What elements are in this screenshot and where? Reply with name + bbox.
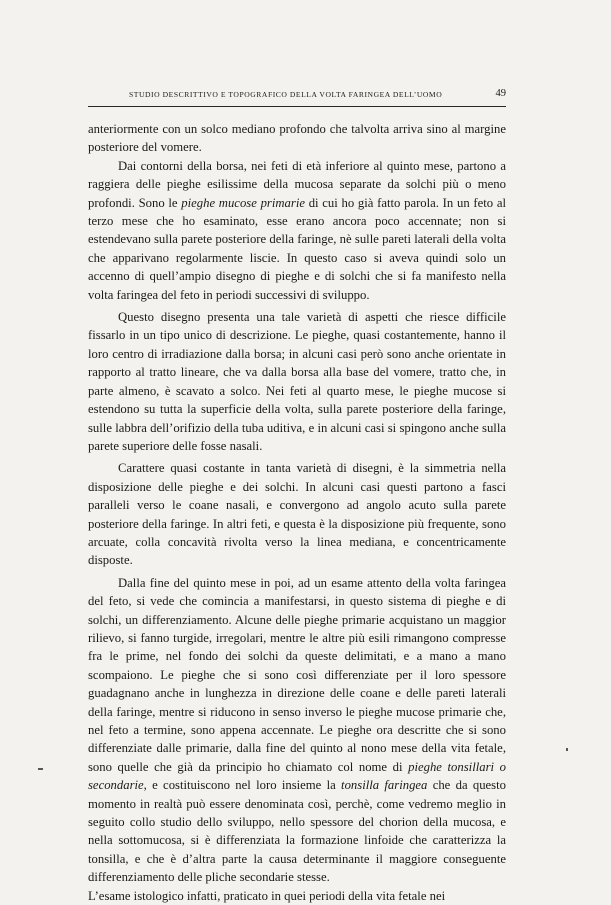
paragraph — [88, 459, 506, 569]
text-run: anteriormente con un solco mediano profondo che talvolta arriva sino al margine posteriore del vomere. — [88, 122, 506, 155]
text-run: Carattere quasi costante in tanta varietà di disegni, è la simmetria nella disposizione delle pieghe e dei solchi. In alcuni casi questi partono a fasci paralleli verso le coane nasali, e convergono ad angolo acuto sulla parete posteriore della faringe. In altri feti, e questa è la disposizione più frequente, sono arcuate, colla concavità rivolta verso la linea mediana, e concentricamente disposte. — [88, 461, 506, 568]
text-run: Dai contorni della borsa, nei feti di età inferiore al quinto mese, partono a raggiera delle pieghe esilissime della mucosa separate da solchi più o meno profondi. Sono le — [88, 158, 506, 210]
italic-term: tonsilla faringea — [341, 778, 428, 793]
text-run: di cui ho già fatto parola. In un feto al terzo mese che ho esaminato, esse erano ancora poco accennate; non si estendevano sulla parete posteriore della faringe, nè sulle pareti laterali della volta che apparivano regolarmente liscie. In questo caso si aveva quindi solo un accenno di quell’ampio disegno di pieghe e di solchi che si fa manifesto nella volta faringea del feto in periodi successivi di sviluppo. — [88, 195, 506, 302]
text-run: che da questo momento in realtà può essere denominata così, perchè, come vedremo meglio in seguito collo studio dello sviluppo, nello spessore del chorion della mucosa, e nella sottomucosa, si è differenziata la formazione linfoide che caratterizza la tonsilla, e che è d’altra parte la causa determinante il maggiore conseguente differenziamento delle pliche secondarie stesse. — [88, 778, 506, 885]
paragraph — [88, 308, 506, 455]
page-header — [88, 88, 506, 104]
text-run: , e costituiscono nel loro insieme la — [143, 778, 342, 793]
margin-mark — [38, 768, 43, 770]
paragraph — [88, 887, 506, 905]
paragraph — [88, 120, 506, 157]
header-rule — [88, 106, 506, 107]
body-text — [88, 120, 506, 905]
margin-mark — [566, 748, 568, 751]
paragraph — [88, 574, 506, 887]
page-number: 49 — [495, 88, 506, 99]
running-head: STUDIO DESCRITTIVO E TOPOGRAFICO DELLA VOLTA FARINGEA DELL’UOMO — [129, 90, 443, 99]
text-run: Dalla fine del quinto mese in poi, ad un esame attento della volta faringea del feto, si vede che comincia a manifestarsi, in questo sistema di pieghe e di solchi, un differenziamento. Alcune delle pieghe primarie acquistano un maggior rilievo, si fanno turgide, irregolari, mentre le altre più esili rimangono compresse fra le prime, nel fondo dei solchi da queste delimitati, e a mano a mano scompaiono. Le pieghe che si sono così differenziate per il loro spessore guadagnano anche in lunghezza in direzione delle coane e delle pareti laterali della faringe, mentre si riducono in senso inverso le pieghe mucose primarie che, nel feto a termine, sono appena accennate. Le pieghe ora descritte che si sono differenziate dalle primarie, dalla fine del quinto al nono mese della vita fetale, sono quelle che già da principio ho chiamato col nome di — [88, 575, 506, 774]
text-run: Questo disegno presenta una tale varietà di aspetti che riesce difficile fissarlo in un tipo unico di descrizione. Le pieghe, quasi costantemente, hanno il loro centro di irradiazione dalla borsa; in alcuni casi però sono anche orientate in rapporto al tratto lineare, che va dalla borsa alla base del vomere, tratto che, in parte almeno, è scavato a solco. Nei feti al quarto mese, le pieghe mucose si estendono su tutta la superficie della volta, sulla parete posteriore della faringe, sulle labbra dell’orifizio della tuba uditiva, e in alcuni casi si spingono anche sulla parete superiore delle fosse nasali. — [88, 310, 506, 453]
text-run: L’esame istologico infatti, praticato in quei periodi della vita fetale nei — [88, 888, 446, 903]
paragraph — [88, 157, 506, 304]
italic-term: pieghe tonsillari o secondarie — [88, 759, 506, 793]
italic-term: pieghe mucose primarie — [181, 195, 305, 210]
